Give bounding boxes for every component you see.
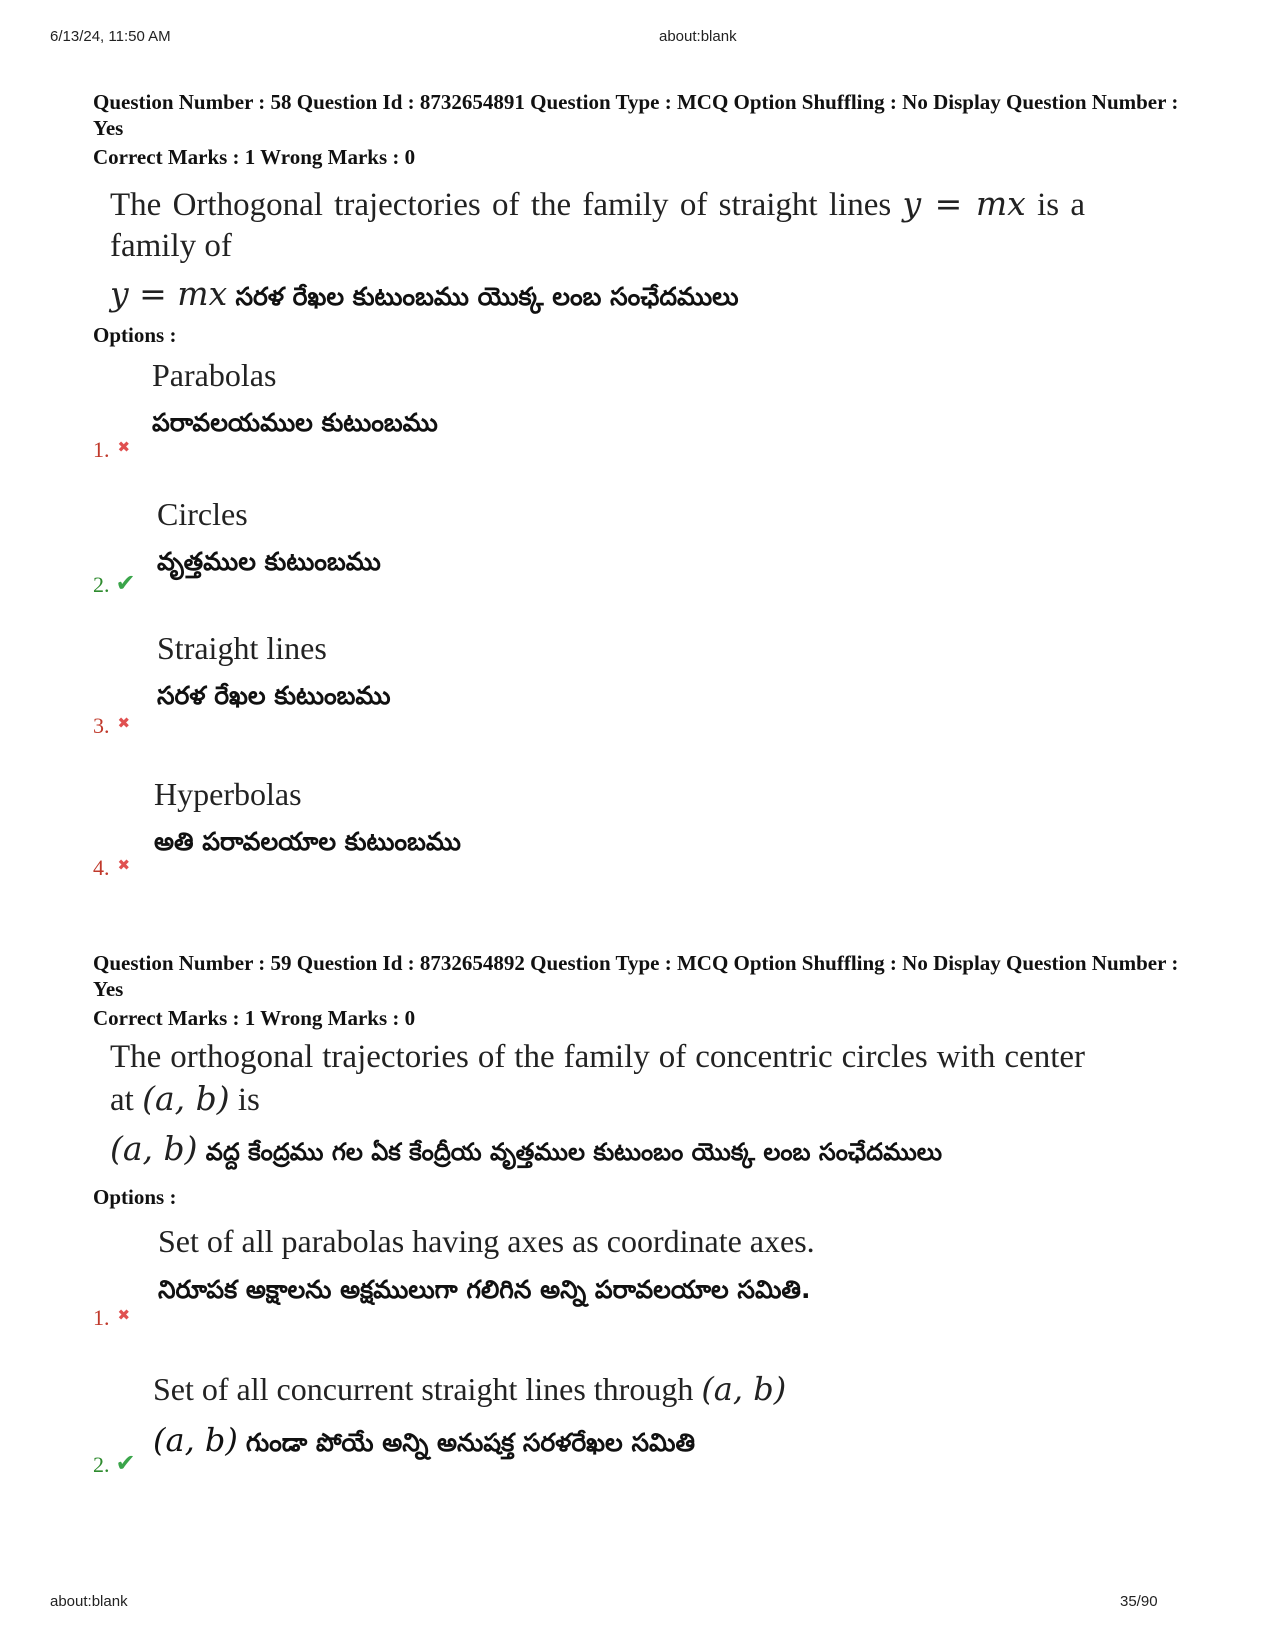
cross-mark-icon: ✖ [117, 440, 131, 456]
question-text-telugu: వద్ద కేంద్రము గల ఏక కేంద్రీయ వృత్తముల కుటుంబం యొక్క లంబ సంఛేదములు [205, 1138, 943, 1166]
option-math: (a, b) [701, 1370, 787, 1408]
option-text-te [153, 1421, 695, 1464]
option-text-en: Circles [157, 496, 248, 532]
question-text-en [110, 183, 1085, 267]
print-title: about:blank [659, 28, 737, 45]
question-text-te [110, 1128, 1170, 1173]
question-math-te: (a, b) [110, 1129, 198, 1168]
print-url: about:blank [50, 1593, 128, 1610]
cross-mark-icon: ✖ [117, 716, 131, 732]
option-number-label: 1. [93, 437, 110, 462]
question-math: y = mx [902, 184, 1026, 223]
question-meta: Question Number : 58 Question Id : 8732654891 Question Type : MCQ Option Shuffling : No Display Question Number : Yes [93, 90, 1179, 140]
option-number [93, 1305, 130, 1331]
question-text-telugu: సరళ రేఖల కుటుంబము యొక్క లంబ సంఛేదములు [235, 282, 739, 311]
option-text-te: పరావలయముల కుటుంబము [152, 408, 438, 437]
check-mark-icon: ✔ [115, 569, 136, 597]
option-text-en-pre: Set of all concurrent straight lines through [153, 1371, 694, 1407]
option-number [93, 570, 136, 598]
cross-mark-icon: ✖ [117, 858, 131, 874]
option-text-en [153, 1370, 786, 1408]
question-math: (a, b) [142, 1079, 230, 1118]
option-number-label: 1. [93, 1305, 110, 1330]
option-text-en: Set of all parabolas having axes as coordinate axes. [158, 1223, 815, 1259]
option-text-te: అతి పరావలయాల కుటుంబము [154, 827, 461, 856]
question-meta: Question Number : 59 Question Id : 8732654892 Question Type : MCQ Option Shuffling : No Display Question Number : Yes [93, 951, 1179, 1001]
question-text-en [110, 1037, 1085, 1121]
option-text-en: Parabolas [152, 357, 277, 393]
option-text-en: Hyperbolas [154, 776, 302, 812]
option-number [93, 855, 130, 881]
option-number-label: 2. [93, 572, 110, 597]
question-text-en-pre: The orthogonal trajectories of the family of concentric circles with center at [110, 1039, 1085, 1118]
option-number-label: 2. [93, 1452, 110, 1477]
options-label: Options : [93, 323, 177, 347]
question-text-en-post: is a family of [110, 187, 1086, 264]
option-number-label: 4. [93, 855, 110, 880]
question-marks: Correct Marks : 1 Wrong Marks : 0 [93, 1006, 416, 1030]
question-text-en-pre: The Orthogonal trajectories of the family of straight lines [110, 187, 892, 223]
options-label: Options : [93, 1185, 177, 1209]
option-number [93, 1450, 136, 1478]
option-text-te: వృత్తముల కుటుంబము [157, 547, 381, 576]
option-number [93, 437, 130, 463]
option-text-te: సరళ రేఖల కుటుంబము [157, 681, 391, 710]
option-number-label: 3. [93, 713, 110, 738]
cross-mark-icon: ✖ [117, 1308, 131, 1324]
option-text-telugu: గుండా పోయే అన్ని అనుషక్త సరళరేఖల సమితి [245, 1428, 696, 1457]
question-text-te [110, 273, 1140, 317]
option-math-te: (a, b) [153, 1421, 238, 1459]
print-datetime: 6/13/24, 11:50 AM [50, 28, 171, 45]
option-text-en: Straight lines [157, 630, 327, 666]
question-math-te: y = mx [110, 274, 228, 313]
question-marks: Correct Marks : 1 Wrong Marks : 0 [93, 145, 416, 169]
page-number: 35/90 [1120, 1593, 1158, 1610]
option-number [93, 713, 130, 739]
option-text-te: నిరూపక అక్షాలను అక్షములుగా గలిగిన అన్ని పరావలయాల సమితి. [158, 1275, 811, 1304]
question-text-en-post: is [237, 1082, 260, 1118]
check-mark-icon: ✔ [115, 1449, 136, 1477]
